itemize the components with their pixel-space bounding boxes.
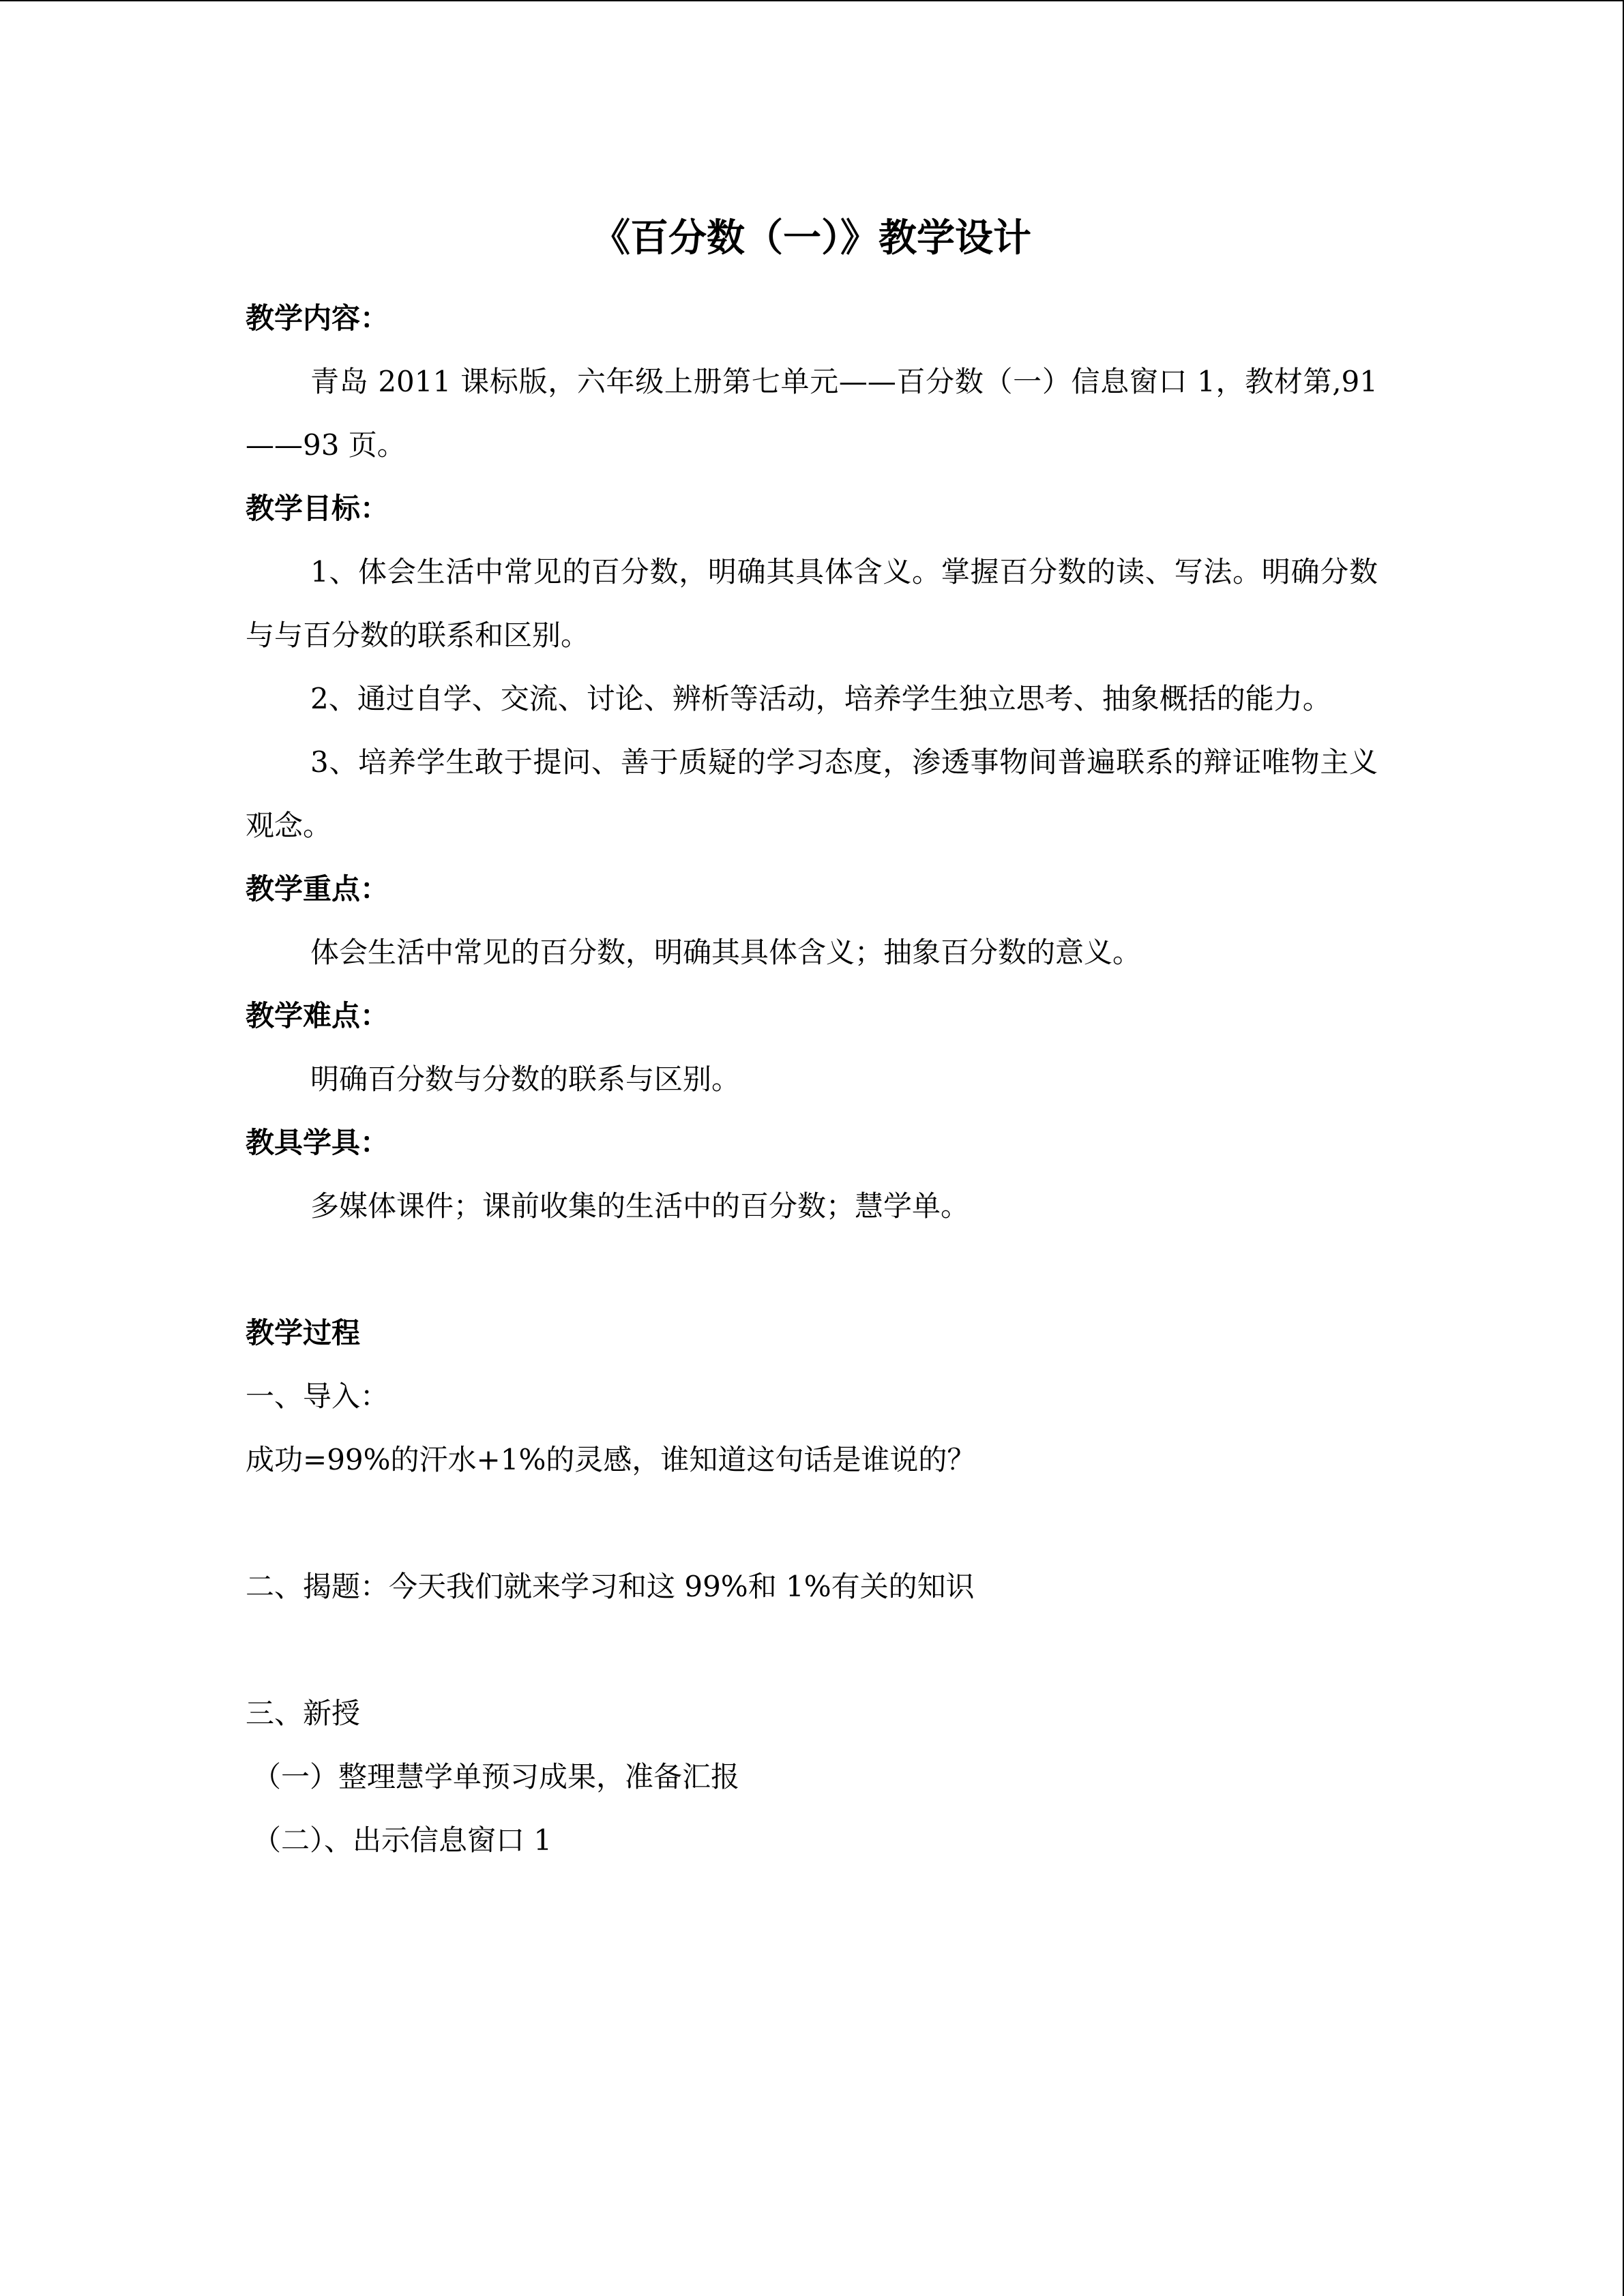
spacer — [246, 1238, 1378, 1301]
heading-teaching-content: 教学内容： — [246, 301, 389, 335]
step-1-heading: 一、导入： — [246, 1380, 389, 1413]
heading-teaching-goals: 教学目标： — [246, 492, 389, 525]
step-2-text: 二、揭题：今天我们就来学习和这 99%和 1%有关的知识 — [246, 1570, 975, 1603]
heading-difficulties: 教学难点： — [246, 999, 389, 1032]
teaching-goal-1: 1、体会生活中常见的百分数，明确其具体含义。掌握百分数的读、写法。明确分数与与百分数的联系和区别。 — [246, 555, 1378, 652]
page-top-border — [0, 0, 1623, 3]
step-3-sub-2: （二）、出示信息窗口 1 — [252, 1823, 552, 1857]
document-title: 《百分数（一）》教学设计 — [592, 216, 1031, 260]
document-body — [246, 205, 1378, 1872]
heading-tools: 教具学具： — [246, 1126, 389, 1159]
difficulties-text: 明确百分数与分数的联系与区别。 — [310, 1062, 741, 1096]
step-1-text: 成功=99%的汗水+1%的灵感，谁知道这句话是谁说的？ — [246, 1443, 976, 1476]
spacer — [246, 1491, 1378, 1555]
key-points-text: 体会生活中常见的百分数，明确其具体含义；抽象百分数的意义。 — [310, 936, 1142, 969]
heading-teaching-process: 教学过程 — [246, 1316, 361, 1350]
tools-text: 多媒体课件；课前收集的生活中的百分数；慧学单。 — [310, 1189, 970, 1223]
teaching-goal-2: 2、通过自学、交流、讨论、辨析等活动，培养学生独立思考、抽象概括的能力。 — [310, 682, 1331, 715]
page-right-border — [1621, 0, 1624, 2296]
step-3-sub-1: （一）整理慧学单预习成果，准备汇报 — [252, 1760, 740, 1793]
step-3-heading: 三、新授 — [246, 1697, 361, 1730]
teaching-content-text: 青岛 2011 课标版，六年级上册第七单元——百分数（一）信息窗口 1，教材第,91——93 页。 — [246, 365, 1378, 462]
spacer — [246, 1618, 1378, 1682]
heading-key-points: 教学重点： — [246, 872, 389, 906]
teaching-goal-3: 3、培养学生敢于提问、善于质疑的学习态度，渗透事物间普遍联系的辩证唯物主义观念。 — [246, 745, 1378, 842]
